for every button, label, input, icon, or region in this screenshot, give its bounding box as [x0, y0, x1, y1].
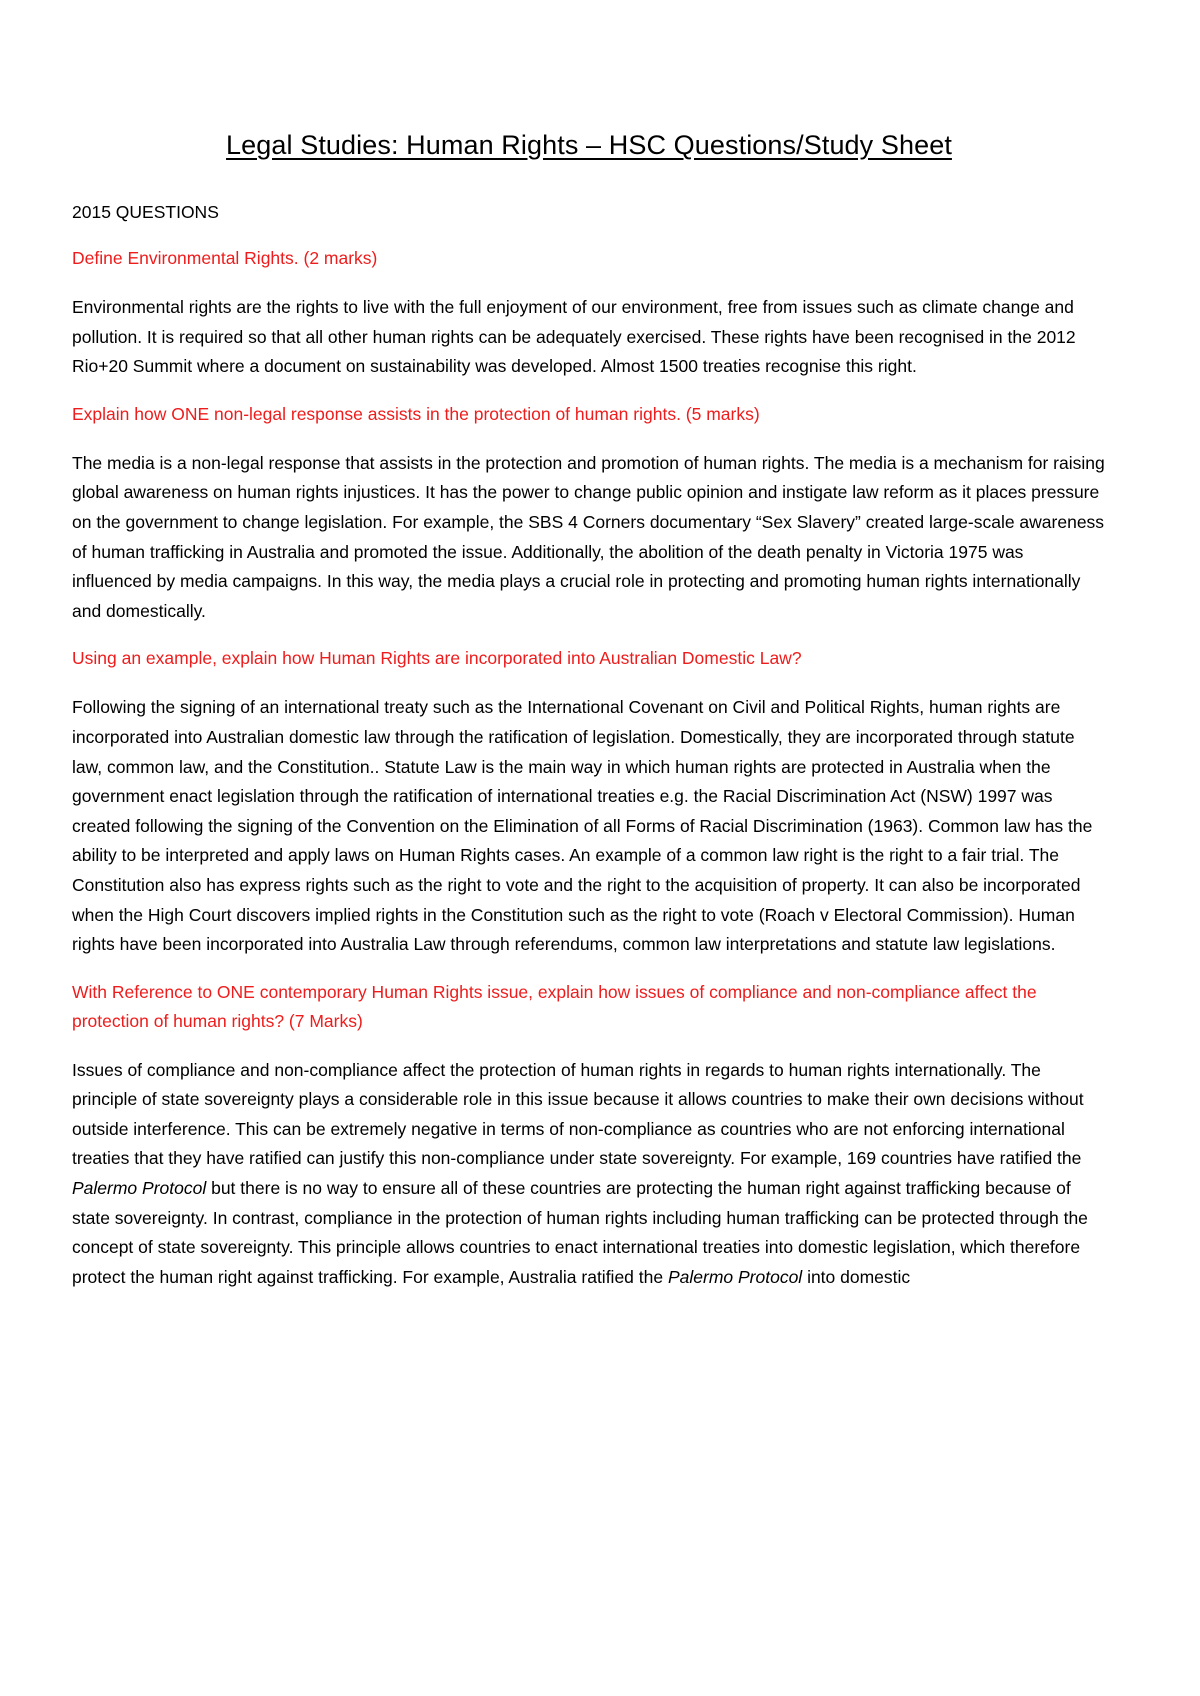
document-title: Legal Studies: Human Rights – HSC Questions/Study Sheet [226, 130, 952, 160]
question-3: Using an example, explain how Human Rights are incorporated into Australian Domestic Law? [72, 648, 802, 669]
answer-4-italic-term-2: Palermo Protocol [667, 1266, 803, 1287]
answer-1: Environmental rights are the rights to live with the full enjoyment of our environment, free from issues such as climate change and pollution. It is required so that all other human rights can be adequately exercised. These rights have been recognised in the 2012 Rio+20 Summit where a document on sustainability was developed. Almost 1500 treaties recognise this right. [72, 297, 1076, 377]
answer-4-part-3: into domestic [802, 1266, 911, 1287]
answer-4-part-2: but there is no way to ensure all of these countries are protecting the human right against trafficking because of state sovereignty. In contrast, compliance in the protection of human rights including human trafficking can be protected through the concept of state sovereignty. This principle allows countries to enact international treaties into domestic legislation, which therefore protect the human right against trafficking. For example, Australia ratified the [72, 1178, 1088, 1287]
answer-3: Following the signing of an international treaty such as the International Covenant on Civil and Political Rights, human rights are incorporated into Australian domestic law through the ratification of legislation. Domestically, they are incorporated through statute law, common law, and the Constitution.. Statute Law is the main way in which human rights are protected in Australia when the government enact legislation through the ratification of international treaties e.g. the Racial Discrimination Act (NSW) 1997 was created following the signing of the Convention on the Elimination of all Forms of Racial Discrimination (1963). Common law has the ability to be interpreted and apply laws on Human Rights cases. An example of a common law right is the right to a fair trial. The Constitution also has express rights such as the right to vote and the right to the acquisition of property. It can also be incorporated when the High Court discovers implied rights in the Constitution such as the right to vote (Roach v Electoral Commission). Human rights have been incorporated into Australia Law through referendums, common law interpretations and statute law legislations. [72, 697, 1093, 955]
question-4: With Reference to ONE contemporary Human Rights issue, explain how issues of compliance and non-compliance affect the protection of human rights? (7 Marks) [72, 981, 1037, 1031]
question-1: Define Environmental Rights. (2 marks) [72, 248, 378, 268]
question-2: Explain how ONE non-legal response assists in the protection of human rights. (5 marks) [72, 403, 760, 424]
document-page [72, 128, 1106, 1310]
answer-4-italic-term-1: Palermo Protocol [72, 1178, 207, 1199]
answer-4 [72, 1056, 1106, 1293]
answer-4-part-1: Issues of compliance and non-compliance affect the protection of human rights in regards to human rights internationally. The principle of state sovereignty plays a considerable role in this issue because it allows countries to make their own decisions without outside interference. This can be extremely negative in terms of non-compliance as countries who are not enforcing international treaties that they have ratified can justify this non-compliance under state sovereignty. For example, 169 countries have ratified the [72, 1059, 1084, 1169]
answer-2: The media is a non-legal response that assists in the protection and promotion of human rights. The media is a mechanism for raising global awareness on human rights injustices. It has the power to change public opinion and instigate law reform as it places pressure on the government to change legislation. For example, the SBS 4 Corners documentary “Sex Slavery” created large-scale awareness of human trafficking in Australia and promoted the issue. Additionally, the abolition of the death penalty in Victoria 1975 was influenced by media campaigns. In this way, the media plays a crucial role in protecting and promoting human rights internationally and domestically. [72, 452, 1105, 621]
section-heading: 2015 QUESTIONS [72, 202, 219, 222]
